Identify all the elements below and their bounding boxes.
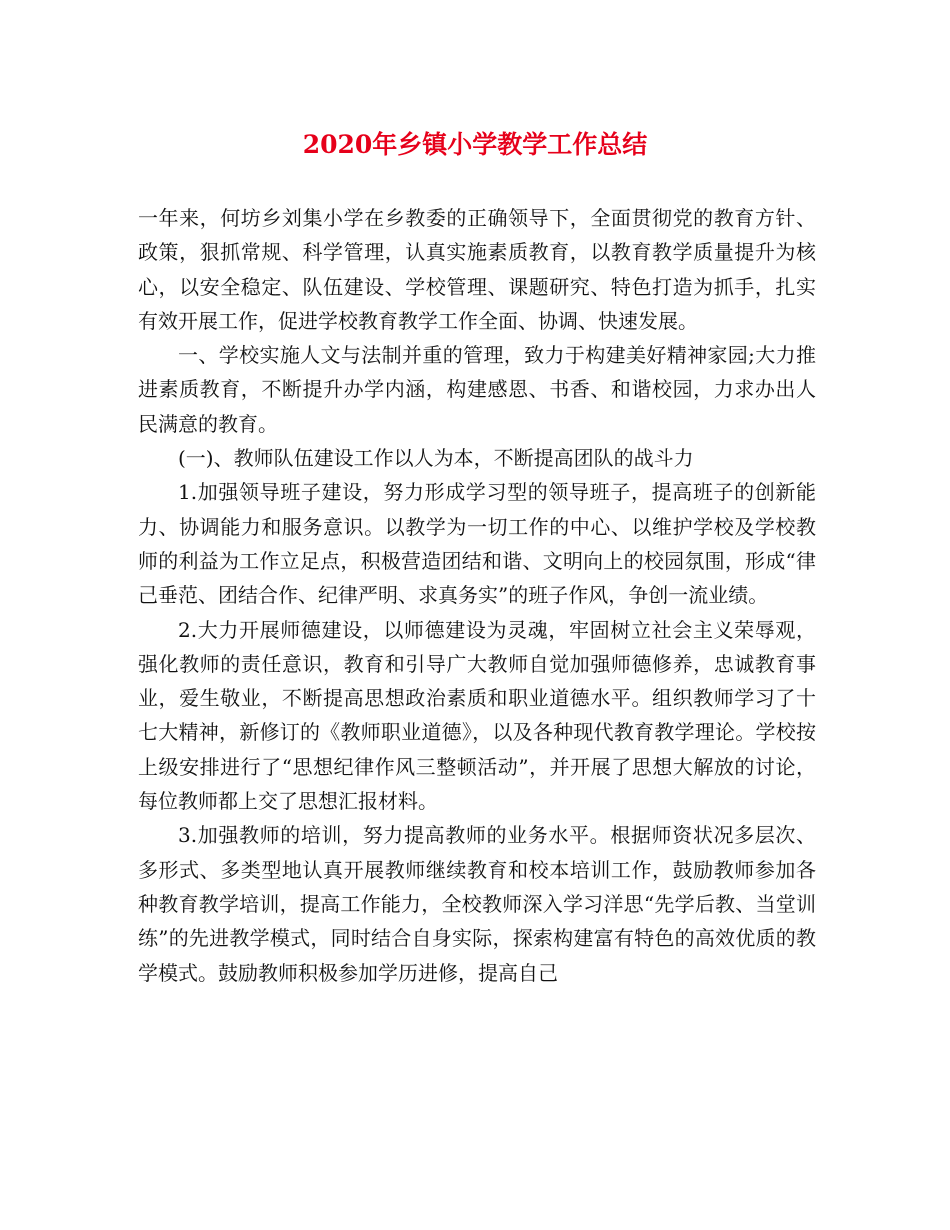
document-body bbox=[138, 201, 816, 990]
paragraph-intro: 一年来，何坊乡刘集小学在乡教委的正确领导下，全面贯彻党的教育方针、政策，狠抓常规、科学管理，认真实施素质教育，以教育教学质量提升为核心，以安全稳定、队伍建设、学校管理、课题研究、特色打造为抓手，扎实有效开展工作，促进学校教育教学工作全面、协调、快速发展。 bbox=[138, 206, 816, 333]
document-title: 2020年乡镇小学教学工作总结 bbox=[302, 130, 648, 159]
paragraph-section-1: 一、学校实施人文与法制并重的管理，致力于构建美好精神家园;大力推进素质教育，不断提升办学内涵，构建感恩、书香、和谐校园，力求办出人民满意的教育。 bbox=[138, 343, 816, 436]
paragraph-item-3: 3.加强教师的培训，努力提高教师的业务水平。根据师资状况多层次、多形式、多类型地认真开展教师继续教育和校本培训工作，鼓励教师参加各种教育教学培训，提高工作能力，全校教师深入学习洋思“先学后教、当堂训练”的先进教学模式，同时结合自身实际，探索构建富有特色的高效优质的教学模式。鼓励教师积极参加学历进修，提高自己 bbox=[138, 823, 816, 985]
paragraph-item-1: 1.加强领导班子建设，努力形成学习型的领导班子，提高班子的创新能力、协调能力和服务意识。以教学为一切工作的中心、以维护学校及学校教师的利益为工作立足点，积极营造团结和谐、文明向上的校园氛围，形成“律己垂范、团结合作、纪律严明、求真务实”的班子作风，争创一流业绩。 bbox=[138, 480, 816, 608]
paragraph-subsection-1: (一)、教师队伍建设工作以人为本，不断提高团队的战斗力 bbox=[178, 446, 694, 471]
paragraph-item-2: 2.大力开展师德建设，以师德建设为灵魂，牢固树立社会主义荣辱观，强化教师的责任意识，教育和引导广大教师自觉加强师德修养，忠诚教育事业，爱生敬业，不断提高思想政治素质和职业道德水平。组织教师学习了十七大精神，新修订的《教师职业道德》，以及各种现代教育教学理论。学校按上级安排进行了“思想纪律作风三整顿活动”，并开展了思想大解放的讨论，每位教师都上交了思想汇报材料。 bbox=[138, 617, 816, 814]
